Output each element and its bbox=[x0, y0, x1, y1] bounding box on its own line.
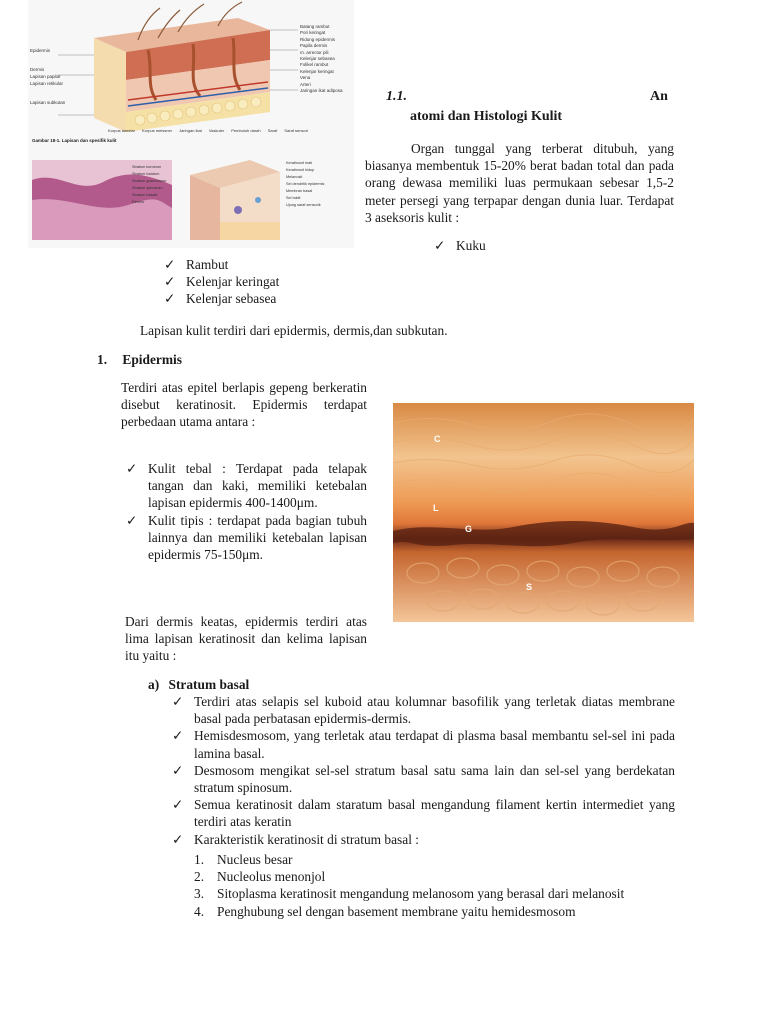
heading-number: 1. bbox=[97, 352, 108, 367]
label-lamellar: Korpus lamelar bbox=[108, 128, 135, 133]
thickness-list bbox=[126, 460, 367, 563]
layers-sentence: Lapisan kulit terdiri dari epidermis, dermis,dan subkutan. bbox=[140, 323, 448, 338]
characteristics-list bbox=[194, 851, 634, 920]
heading-text: Stratum basal bbox=[168, 677, 250, 692]
label-s-basale: Stratum basale bbox=[132, 193, 158, 197]
list-item bbox=[172, 796, 675, 830]
list-item bbox=[172, 693, 675, 727]
label-sensory-ending: Ujung saraf sensorik bbox=[286, 203, 321, 207]
label-sensory-nerve: Saraf sensori bbox=[284, 128, 308, 133]
heading-letter: a) bbox=[148, 677, 160, 692]
list-item-label: Karakteristik keratinosit di stratum basal : bbox=[194, 831, 419, 847]
list-item-label: Terdiri atas selapis sel kuboid atau kolumnar basofilik yang terletak diatas membrane basal pada perbatasan epidermis-dermis. bbox=[194, 694, 675, 727]
label-connective: Jaringan ikat bbox=[179, 128, 202, 133]
label-hair-follicle: Folikel rambut bbox=[300, 62, 329, 68]
label-dead-keratinocyte: Keratinosit mati bbox=[286, 161, 313, 165]
check-icon: ✓ bbox=[172, 728, 184, 744]
epidermis-paragraph-1: Terdiri atas epitel berlapis gepeng berkeratin disebut keratinosit. Epidermis terdapat perbedaan utama antara : bbox=[121, 380, 367, 430]
section-number: 1.1. bbox=[386, 89, 407, 104]
item-number: 4. bbox=[194, 903, 205, 919]
check-icon: ✓ bbox=[126, 512, 138, 528]
check-icon: ✓ bbox=[172, 831, 184, 847]
label-nerve: Saraf bbox=[267, 128, 278, 133]
list-item-label: Kelenjar sebasea bbox=[186, 291, 277, 307]
intro-paragraph: Organ tunggal yang terberat ditubuh, yang biasanya membentuk 15-20% berat badan total dan pada orang dewasa memiliki luas permukaan sebesar 1,5-2 meter persegi yang terpapar dengan dunia luar. Terdapat 3 aseksoris kulit : bbox=[365, 141, 674, 225]
stratum-basal-heading bbox=[148, 676, 249, 693]
list-item bbox=[164, 256, 279, 273]
label-dermis: Dermis bbox=[30, 67, 45, 72]
label-papillary: Lapisan papilar bbox=[30, 74, 61, 79]
item-number: 2. bbox=[194, 869, 205, 885]
list-item-thick-skin bbox=[126, 460, 367, 512]
epidermis-micrograph bbox=[393, 403, 694, 622]
label-sweat-pore: Pori keringat bbox=[300, 30, 326, 36]
label-vascular: Vaskuler bbox=[208, 128, 225, 133]
check-icon: ✓ bbox=[172, 694, 184, 709]
stratum-basal-list bbox=[172, 693, 675, 848]
epidermis-heading bbox=[97, 351, 182, 368]
list-item bbox=[172, 727, 675, 761]
micrograph-label-g: G bbox=[465, 524, 473, 534]
list-item bbox=[164, 273, 279, 290]
epidermis-paragraph-2: Dari dermis keatas, epidermis terdiri atas lima lapisan keratinosit dan kelima lapisan itu yaitu : bbox=[125, 614, 367, 664]
list-item-label: Kuku bbox=[456, 238, 486, 253]
label-blood-vessel: Pembuluh darah bbox=[231, 128, 261, 133]
label-s-granulosum: Stratum granulosum bbox=[132, 179, 167, 183]
check-icon: ✓ bbox=[172, 762, 184, 778]
accessory-list bbox=[164, 256, 279, 308]
label-living-keratinocyte: Keratinosit hidup bbox=[286, 168, 315, 172]
check-icon: ✓ bbox=[164, 257, 176, 272]
label-artery: Arteri bbox=[300, 81, 311, 87]
label-epidermal-ridge: Ridung epidermis bbox=[300, 36, 336, 42]
list-item bbox=[172, 831, 675, 848]
label-tactile-cell: Sel taktil bbox=[286, 196, 301, 200]
skin-anatomy-figure bbox=[28, 0, 354, 248]
numbered-item bbox=[194, 868, 634, 885]
check-icon: ✓ bbox=[164, 291, 176, 307]
check-icon: ✓ bbox=[164, 274, 176, 290]
list-item bbox=[164, 290, 279, 307]
label-epidermis: Epidermis bbox=[30, 48, 51, 53]
label-melanocyte: Melanosit bbox=[286, 175, 303, 179]
label-s-lucidum: Stratum lusidum bbox=[132, 172, 160, 176]
list-item-kuku bbox=[434, 237, 768, 254]
list-item bbox=[172, 762, 675, 796]
label-dendritic-cell: Sel dendritik epidermis bbox=[286, 182, 325, 186]
list-item-label: Semua keratinosit dalam staratum basal mengandung filament kertin intermediet yang terdiri atas keratin bbox=[194, 797, 675, 830]
item-text: Nucleolus menonjol bbox=[217, 869, 326, 885]
label-s-spinosum: Stratum spinosum bbox=[132, 186, 163, 190]
label-vein: Vena bbox=[300, 75, 311, 81]
numbered-item bbox=[194, 851, 634, 868]
item-number: 3. bbox=[194, 886, 205, 902]
item-text: Nucleus besar bbox=[217, 852, 293, 867]
heading-text: Epidermis bbox=[122, 352, 182, 367]
check-icon: ✓ bbox=[434, 238, 446, 253]
micrograph-label-s: S bbox=[526, 582, 533, 592]
label-arrector-pili: m. arrector pili bbox=[300, 49, 329, 55]
label-subcutis: Lapisan subkutan bbox=[30, 100, 66, 105]
list-item-label: Rambut bbox=[186, 257, 229, 272]
item-text: Penghubung sel dengan basement membrane yaitu hemidesmosom bbox=[217, 903, 576, 919]
label-sweat-gland: Kelenjar keringat bbox=[300, 68, 334, 74]
check-icon: ✓ bbox=[172, 797, 184, 813]
list-item-label: Hemisdesmosom, yang terletak atau terdapat di plasma basal membantu sel-sel ini pada lamina basal. bbox=[194, 728, 675, 761]
label-meissner: Korpus meissner bbox=[142, 128, 173, 133]
label-s-corneum: Stratum korneum bbox=[132, 165, 162, 169]
label-dermal-papilla: Papila dermis bbox=[300, 43, 328, 49]
list-item-label: Kulit tebal : Terdapat pada telapak tangan dan kaki, memiliki ketebalan lapisan epidermis 400-1400μm. bbox=[148, 461, 367, 511]
check-icon: ✓ bbox=[126, 461, 138, 476]
item-text: Sitoplasma keratinosit mengandung melanosom yang berasal dari melanosit bbox=[217, 886, 625, 902]
section-title-start: An bbox=[650, 89, 668, 104]
numbered-item bbox=[194, 903, 634, 920]
label-hair-shaft: Batang rambut bbox=[300, 24, 330, 29]
label-sebaceous-gland: Kelenjar sebasea bbox=[300, 56, 335, 62]
micrograph-label-l: L bbox=[433, 503, 439, 513]
list-item-label: Desmosom mengikat sel-sel stratum basal satu sama lain dan sel-sel yang berdekatan stratum spinosum. bbox=[194, 762, 675, 796]
label-basement-membrane: Membran basal bbox=[286, 189, 313, 193]
list-item-thin-skin bbox=[126, 512, 367, 564]
figure-caption: Gambar 18-1. Lapisan dan spesifik kulit bbox=[32, 138, 117, 143]
micrograph-label-c: C bbox=[434, 434, 441, 444]
label-lower-dermis: Dermis bbox=[132, 200, 145, 204]
label-adipose: Jaringan ikat adiposa bbox=[300, 88, 343, 94]
label-reticular: Lapisan retikular bbox=[30, 81, 64, 86]
list-item-label: Kulit tipis : terdapat pada bagian tubuh lainnya dan memiliki ketebalan lapisan epidermis 75-150μm. bbox=[148, 512, 367, 563]
item-number: 1. bbox=[194, 852, 205, 867]
section-title-rest: atomi dan Histologi Kulit bbox=[410, 109, 563, 124]
list-item-label: Kelenjar keringat bbox=[186, 274, 280, 290]
numbered-item bbox=[194, 885, 634, 902]
